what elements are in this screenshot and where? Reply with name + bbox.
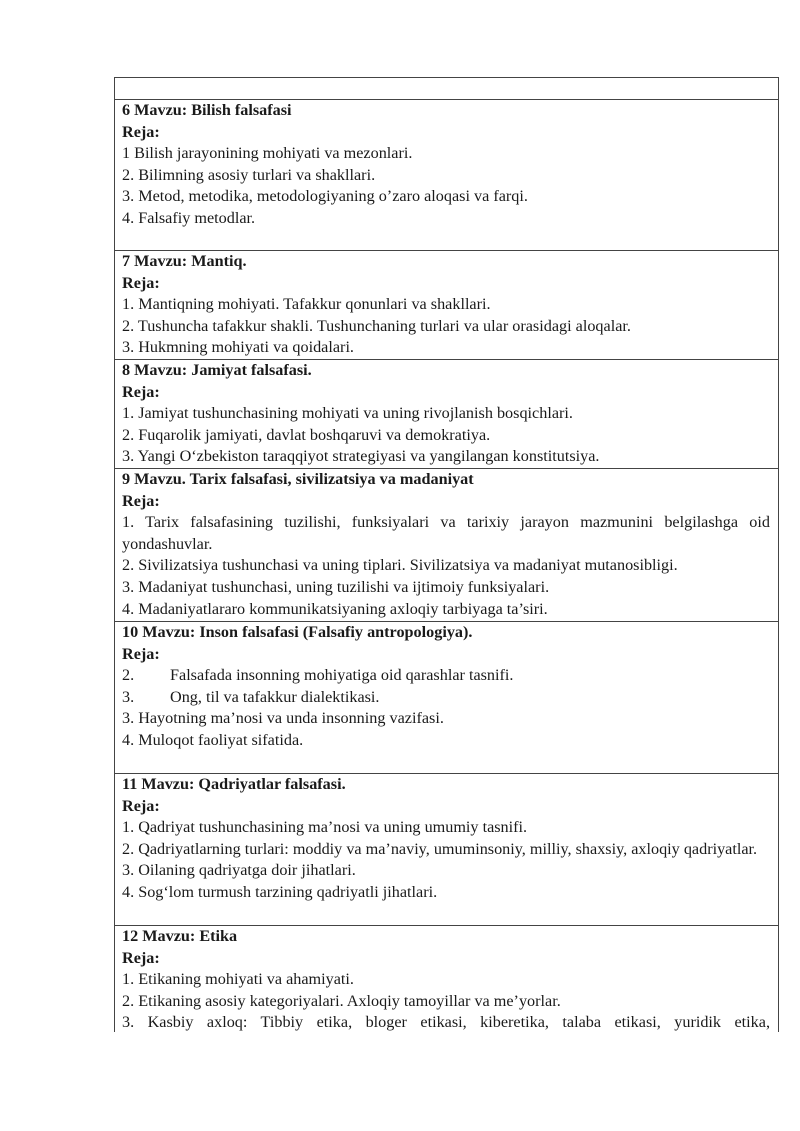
plan-item: 4. Madaniyatlararo kommunikatsiyaning axloqiy tarbiyaga ta’siri. (122, 599, 548, 618)
plan-item: 1. Qadriyat tushunchasining ma’nosi va uning umumiy tasnifi. (122, 818, 528, 837)
topic-title: 11 Mavzu: Qadriyatlar falsafasi. (122, 775, 346, 793)
plan-item-text: Ong, til va tafakkur dialektikasi. (170, 687, 380, 706)
topic-title: 9 Mavzu. Tarix falsafasi, sivilizatsiya va madaniyat (122, 470, 474, 488)
plan-item: 4. Falsafiy metodlar. (122, 208, 256, 227)
plan-item-number: 2. (122, 666, 135, 685)
plan-item: 2. Fuqarolik jamiyati, davlat boshqaruvi va demokratiya. (122, 425, 491, 444)
plan-label: Reja: (122, 948, 160, 967)
plan-item: 2. Sivilizatsiya tushunchasi va uning tiplari. Sivilizatsiya va madaniyat mutanosibligi. (122, 556, 678, 575)
table-header-row (115, 78, 778, 100)
plan-item: 1. Mantiqning mohiyati. Tafakkur qonunlari va shakllari. (122, 295, 491, 314)
plan-item: 1. Etikaning mohiyati va ahamiyati. (122, 970, 354, 989)
plan-item (122, 665, 770, 687)
topic-row-10 (115, 622, 778, 774)
topic-row-9 (115, 469, 778, 622)
plan-label: Reja: (122, 796, 160, 815)
topic-row-7 (115, 251, 778, 360)
plan-item-text: Falsafada insonning mohiyatiga oid qarashlar tasnifi. (170, 666, 514, 685)
plan-item: 1. Tarix falsafasining tuzilishi, funksiyalari va tarixiy jarayon mazmunini belgilashga oid yondashuvlar. (122, 513, 770, 553)
topic-row-8 (115, 360, 778, 469)
plan-item: 3. Kasbiy axloq: Tibbiy etika, bloger etikasi, kiberetika, talaba etikasi, yuridik etika, (122, 1013, 770, 1032)
plan-item: 2. Bilimning asosiy turlari va shakllari. (122, 165, 376, 184)
plan-label: Reja: (122, 491, 160, 510)
plan-item: 4. Sog‘lom turmush tarzining qadriyatli jihatlari. (122, 882, 438, 901)
topic-row-11 (115, 774, 778, 926)
plan-item: 3. Yangi O‘zbekiston taraqqiyot strategiyasi va yangilangan konstitutsiya. (122, 447, 600, 466)
topic-title: 6 Mavzu: Bilish falsafasi (122, 101, 292, 119)
plan-item: 2. Tushuncha tafakkur shakli. Tushunchaning turlari va ular orasidagi aloqalar. (122, 316, 631, 335)
plan-item: 3. Hayotning ma’nosi va unda insonning vazifasi. (122, 709, 444, 728)
plan-label: Reja: (122, 644, 160, 663)
plan-item: 3. Oilaning qadriyatga doir jihatlari. (122, 861, 356, 880)
plan-item: 4. Muloqot faoliyat sifatida. (122, 730, 304, 749)
topic-title: 7 Mavzu: Mantiq. (122, 252, 247, 270)
topic-row-6 (115, 100, 778, 251)
plan-item (122, 687, 770, 709)
topic-row-12 (115, 926, 778, 1032)
syllabus-table (114, 77, 779, 1032)
plan-item: 3. Hukmning mohiyati va qoidalari. (122, 338, 354, 357)
plan-item: 3. Metod, metodika, metodologiyaning o’zaro aloqasi va farqi. (122, 187, 528, 206)
plan-label: Reja: (122, 122, 160, 141)
plan-item-number: 3. (122, 687, 135, 706)
plan-item: 1. Jamiyat tushunchasining mohiyati va uning rivojlanish bosqichlari. (122, 404, 573, 423)
plan-item: 3. Madaniyat tushunchasi, uning tuzilishi va ijtimoiy funksiyalari. (122, 577, 550, 596)
plan-item: 2. Etikaning asosiy kategoriyalari. Axloqiy tamoyillar va me’yorlar. (122, 991, 561, 1010)
plan-item: 2. Qadriyatlarning turlari: moddiy va ma’naviy, umuminsoniy, milliy, shaxsiy, axloqiy qadriyatlar. (122, 839, 758, 858)
topic-title: 12 Mavzu: Etika (122, 927, 238, 945)
topic-title: 8 Mavzu: Jamiyat falsafasi. (122, 361, 312, 379)
plan-item: 1 Bilish jarayonining mohiyati va mezonlari. (122, 144, 413, 163)
topic-title: 10 Mavzu: Inson falsafasi (Falsafiy antropologiya). (122, 623, 473, 641)
plan-label: Reja: (122, 382, 160, 401)
plan-label: Reja: (122, 273, 160, 292)
